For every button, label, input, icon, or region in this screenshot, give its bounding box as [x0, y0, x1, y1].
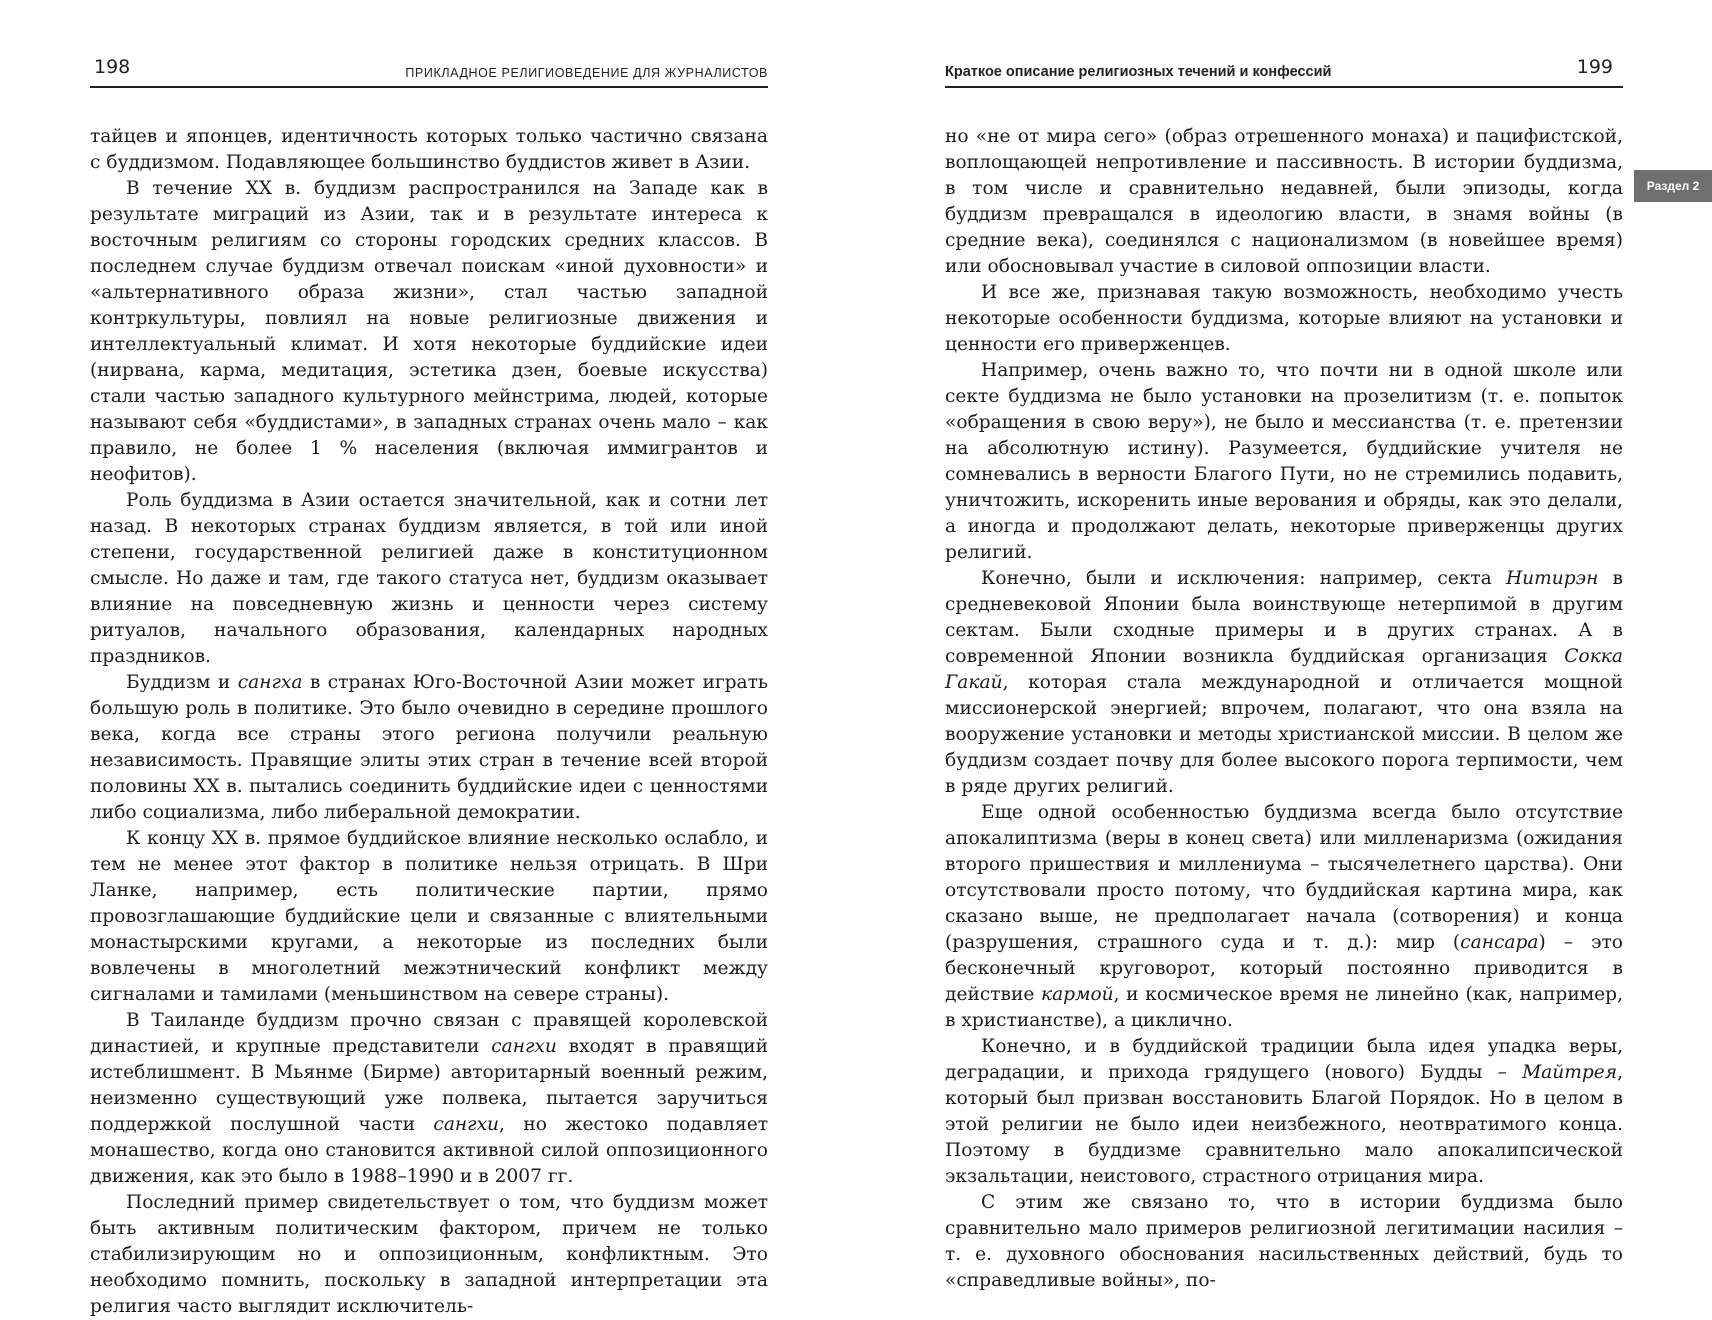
- running-head-right: Краткое описание религиозных течений и конфессий: [945, 64, 1332, 80]
- right-page: [945, 0, 1623, 1291]
- text-run: Например, очень важно то, что почти ни в одной школе или секте буддизма не было установки на прозелитизм (т. е. попыток «обращения в свою веру»), не было и мессианства (т. е. претензии на абсолютную истину). Разумеется, буддийские учителя не сомневались в верности Благого Пути, но не стремились подавить, уничтожить, искоренить иные верования и обряды, как это делали, а иногда и продолжают делать, некоторые приверженцы других религий.: [945, 360, 1623, 563]
- italic-term: сангхи: [491, 1036, 557, 1057]
- italic-term: Сокка Гакай: [945, 646, 1623, 693]
- left-page-header: [90, 52, 768, 88]
- paragraph: [945, 1190, 1623, 1294]
- page-number-right: 199: [1576, 56, 1613, 78]
- text-run: И все же, признавая такую возможность, необходимо учесть некоторые особенности буддизма, которые влияют на установки и ценности его приверженцев.: [945, 282, 1623, 355]
- text-run: С этим же связано то, что в истории буддизма было сравнительно мало примеров религиозной легитимации насилия – т. е. духовного обоснования насильственных действий, будь то «справедливые войны», по-: [945, 1192, 1623, 1291]
- text-run: ) – это бесконечный круговорот, который постоянно приводится в действие: [945, 932, 1623, 1005]
- left-page-body: [90, 124, 768, 1320]
- page-number-left: 198: [94, 56, 131, 78]
- text-run: в средневековой Японии была воинствующе нетерпимой в другим сектам. Были сходные примеры и в других странах. А в современной Японии возникла буддийская организация: [945, 568, 1623, 667]
- italic-term: Нитирэн: [1505, 568, 1599, 589]
- text-run: Конечно, были и исключения: например, секта: [981, 568, 1506, 589]
- paragraph: [945, 358, 1623, 566]
- paragraph: [90, 488, 768, 670]
- paragraph: [90, 124, 768, 176]
- text-run: , но жестоко подавляет монашество, когда оно становится активной силой оппозиционного движения, как это было в 1988–1990 и в 2007 гг.: [90, 1114, 768, 1187]
- text-run: В течение XX в. буддизм распространился на Западе как в результате миграций из Азии, так и в результате интереса к восточным религиям со стороны городских средних классов. В последнем случае буддизм отвечал поискам «иной духовности» и «альтернативного образа жизни», стал частью западной контркультуры, повлиял на новые религиозные движения и интеллектуальный климат. И хотя некоторые буддийские идеи (нирвана, карма, медитация, эстетика дзен, боевые искусства) стали частью западного культурного мейнстрима, людей, которые называют себя «буддистами», в западных странах очень мало – как правило, не более 1 % населения (включая иммигрантов и неофитов).: [90, 178, 768, 485]
- text-run: тайцев и японцев, идентичность которых только частично связана с буддизмом. Подавляющее большинство буддистов живет в Азии.: [90, 126, 768, 173]
- paragraph: [90, 826, 768, 1008]
- paragraph: [945, 566, 1623, 800]
- italic-term: Майтрея: [1522, 1062, 1618, 1083]
- italic-term: сангха: [237, 672, 303, 693]
- italic-term: кармой: [1040, 984, 1114, 1005]
- right-page-header: [945, 52, 1623, 88]
- section-tab: Раздел 2: [1634, 170, 1712, 202]
- running-head-left: ПРИКЛАДНОЕ РЕЛИГИОВЕДЕНИЕ ДЛЯ ЖУРНАЛИСТОВ: [405, 66, 768, 80]
- text-run: , и космическое время не линейно (как, например, в христианстве), а циклично.: [945, 984, 1623, 1031]
- text-run: Буддизм и: [126, 672, 238, 693]
- paragraph: [90, 1008, 768, 1190]
- text-run: Последний пример свидетельствует о том, что буддизм может быть активным политическим фактором, причем не только стабилизирующим но и оппозиционным, конфликтным. Это необходимо помнить, поскольку в западной интерпретации эта религия часто выглядит исключитель-: [90, 1192, 768, 1317]
- paragraph: [945, 1034, 1623, 1190]
- text-run: Конечно, и в буддийской традиции была идея упадка веры, деградации, и прихода грядущего (нового) Будды –: [945, 1036, 1623, 1083]
- text-run: в странах Юго-Восточной Азии может играть большую роль в политике. Это было очевидно в середине прошлого века, когда все страны этого региона получили реальную независимость. Правящие элиты этих стран в течение всей второй половины XX в. пытались соединить буддийские идеи с ценностями либо социализма, либо либеральной демократии.: [90, 672, 768, 823]
- paragraph: [945, 124, 1623, 280]
- text-run: Роль буддизма в Азии остается значительной, как и сотни лет назад. В некоторых странах буддизм является, в той или иной степени, государственной религией даже в конституционном смысле. Но даже и там, где такого статуса нет, буддизм оказывает влияние на повседневную жизнь и ценности через систему ритуалов, начального образования, календарных народных праздников.: [90, 490, 768, 667]
- paragraph: [945, 800, 1623, 1034]
- paragraph: [90, 670, 768, 826]
- italic-term: сангхи: [433, 1114, 500, 1135]
- text-run: входят в правящий истеблишмент. В Мьянме (Бирме) авторитарный военный режим, неизменно существующий уже полвека, пытается заручиться поддержкой послушной части: [90, 1036, 768, 1135]
- text-run: но «не от мира сего» (образ отрешенного монаха) и пацифистской, воплощающей непротивление и пассивность. В истории буддизма, в том числе и сравнительно недавней, были эпизоды, когда буддизм превращался в идеологию власти, в знамя войны (в средние века), соединялся с национализмом (в новейшее время) или обосновывал участие в силовой оппозиции власти.: [945, 126, 1623, 277]
- text-run: , который был призван восстановить Благой Порядок. Но в целом в этой религии не было идеи неизбежного, неотвратимого конца. Поэтому в буддизме сравнительно мало апокалипсической экзальтации, неистового, страстного отрицания мира.: [945, 1062, 1623, 1187]
- paragraph: [945, 280, 1623, 358]
- left-page: [90, 0, 768, 1317]
- text-run: Еще одной особенностью буддизма всегда было отсутствие апокалиптизма (веры в конец света) или милленаризма (ожидания второго пришествия и миллениума – тысячелетнего царства). Они отсутствовали просто потому, что буддийская картина мира, как сказано выше, не предполагает начала (сотворения) и конца (разрушения, страшного суда и т. д.): мир (: [945, 802, 1623, 953]
- paragraph: [90, 176, 768, 488]
- text-run: В Таиланде буддизм прочно связан с правящей королевской династией, и крупные представители: [90, 1010, 768, 1057]
- right-page-body: [945, 124, 1623, 1294]
- text-run: , которая стала международной и отличается мощной миссионерской энергией; впрочем, полагают, что она взяла на вооружение установки и методы христианской миссии. В целом же буддизм создает почву для более высокого порога терпимости, чем в ряде других религий.: [945, 672, 1623, 797]
- paragraph: [90, 1190, 768, 1320]
- italic-term: сансара: [1460, 932, 1539, 953]
- text-run: К концу XX в. прямое буддийское влияние несколько ослабло, и тем не менее этот фактор в политике нельзя отрицать. В Шри Ланке, например, есть политические партии, прямо провозглашающие буддийские цели и связанные с влиятельными монастырскими кругами, а некоторые из последних были вовлечены в многолетний межэтнический конфликт между сигналами и тамилами (меньшинством на севере страны).: [90, 828, 768, 1005]
